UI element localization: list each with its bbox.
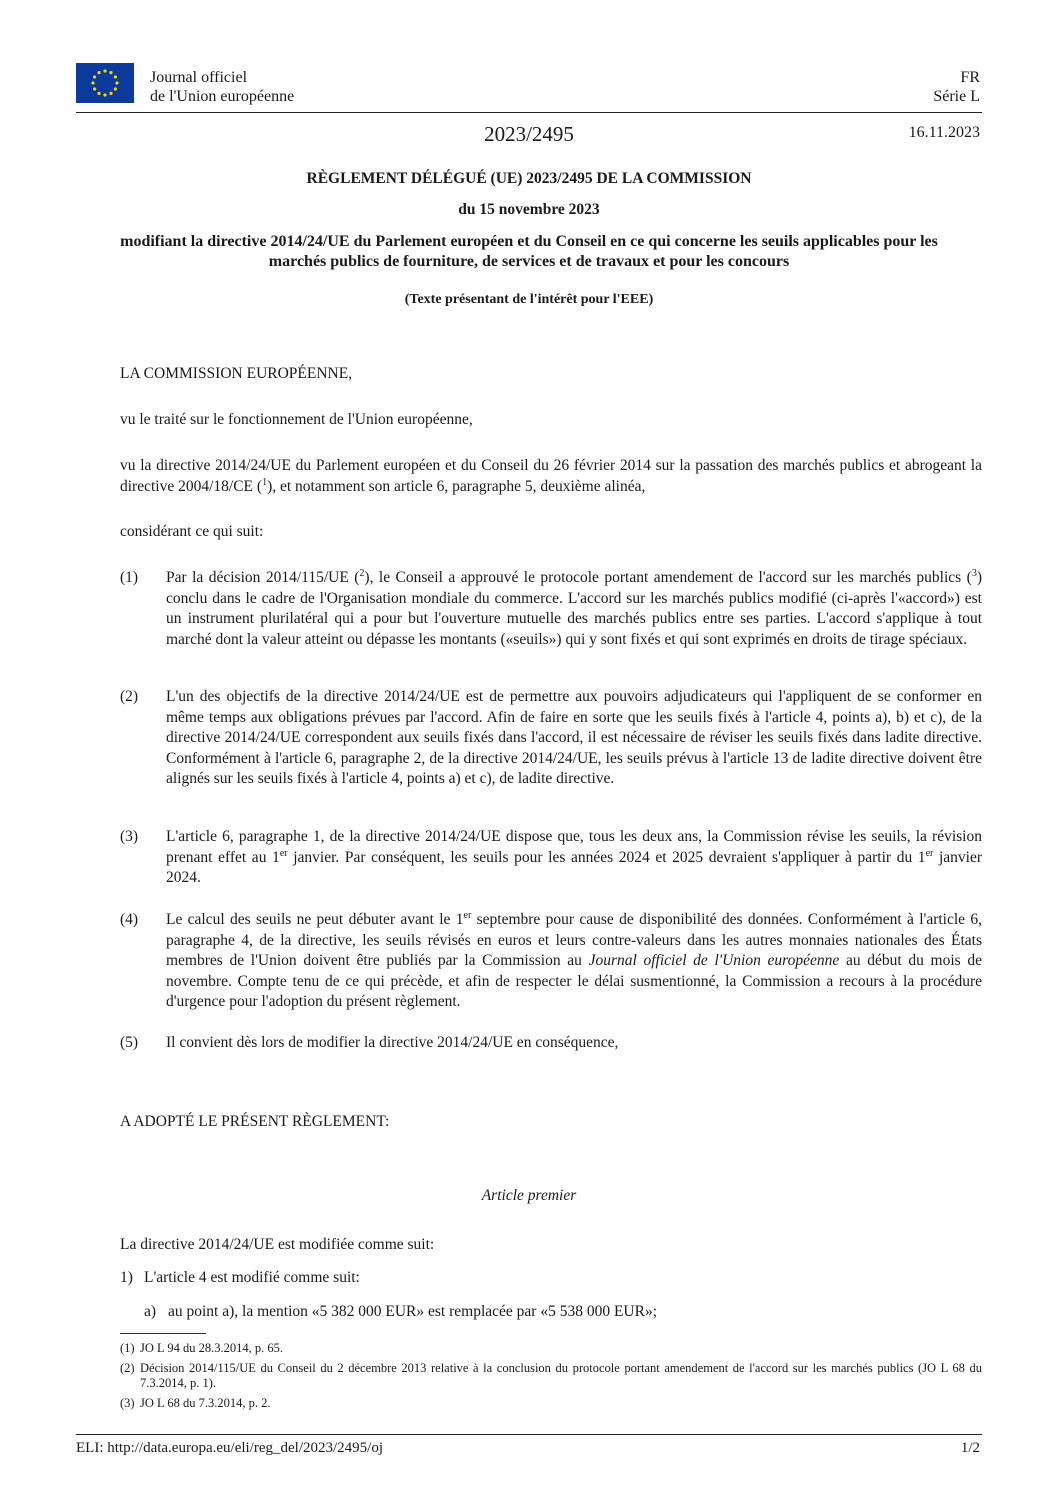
recital-3 bbox=[120, 827, 982, 889]
point-text: L'article 4 est modifié comme suit: bbox=[144, 1269, 360, 1286]
footnote-text: JO L 68 du 7.3.2014, p. 2. bbox=[140, 1396, 271, 1410]
amendment-intro: La directive 2014/24/UE est modifiée comme suit: bbox=[120, 1236, 435, 1253]
recital-number: (3) bbox=[120, 828, 139, 845]
footnote-divider bbox=[120, 1333, 206, 1334]
series-label: Série L bbox=[933, 88, 980, 105]
recital-text: L'un des objectifs de la directive 2014/24/UE est de permettre aux pouvoirs adjudicateurs qui l'appliquent de se conformer en même temps aux obligations prévues par l'accord. Afin de faire en sorte que les seuils fixés à l'article 4, points a), b) et c), de la directive 2014/24/UE correspondent aux seuils fixés dans l'accord, il est nécessaire de réviser les seuils fixés dans ladite directive. Conformément à l'article 6, paragraphe 2, de la directive 2014/24/UE, les seuils prévus à l'article 13 de ladite directive doivent être alignés sur les seuils fixés à l'article 4, points a) et c), de ladite directive. bbox=[166, 688, 982, 787]
regulation-title: RÈGLEMENT DÉLÉGUÉ (UE) 2023/2495 DE LA COMMISSION bbox=[306, 170, 752, 187]
point-1a bbox=[144, 1302, 982, 1323]
recital-text: L'article 6, paragraphe 1, de la directive 2014/24/UE dispose que, tous les deux ans, la Commission révise les seuils, la révision prenant effet au 1er janvier. Par conséquent, les seuils pour les années 2024 et 2025 devraient s'appliquer à partir du 1er janvier 2024. bbox=[166, 828, 982, 886]
regulation-subject: modifiant la directive 2014/24/UE du Parlement européen et du Conseil en ce qui concerne les seuils applicables pour les marchés publics de fourniture, de services et de travaux et pour les concours bbox=[120, 233, 938, 270]
directive-citation: vu la directive 2014/24/UE du Parlement européen et du Conseil du 26 février 2014 sur la passation des marchés publics et abrogeant la directive 2004/18/CE ($^1$), et notamment son article 6, paragraphe 5, deuxième alinéa, bbox=[120, 457, 982, 495]
recital-text: Il convient dès lors de modifier la directive 2014/24/UE en conséquence, bbox=[166, 1034, 619, 1051]
regulation-date: du 15 novembre 2023 bbox=[458, 201, 600, 218]
recital-number: (5) bbox=[120, 1034, 139, 1051]
recital-text: Par la décision 2014/115/UE ($^2$), le Conseil a approuvé le protocole portant amendement de l'accord sur les marchés publics ($^3$) conclu dans le cadre de l'Organisation mondiale du commerce. L'accord sur les marchés publics modifié (ci-après l'«accord») est un instrument plurilatéral qui a pour but l'ouverture mutuelle des marchés publics entre ses parties. L'accord s'applique à tout marché dont la valeur atteint ou dépasse les montants («seuils») qui y sont fixés et qui sont exprimés en droits de tirage spéciaux. bbox=[166, 567, 982, 648]
recital-number: (4) bbox=[120, 911, 139, 928]
header-divider bbox=[76, 112, 982, 113]
considering-clause: considérant ce qui suit: bbox=[120, 523, 264, 540]
article-title: Article premier bbox=[481, 1187, 577, 1204]
footnote-ref[interactable]: 2 bbox=[359, 567, 365, 579]
footnote-2 bbox=[120, 1361, 982, 1391]
document-number: 2023/2495 bbox=[484, 122, 574, 146]
recital-5 bbox=[120, 1033, 982, 1054]
journal-name bbox=[150, 68, 294, 106]
point-number: a) bbox=[144, 1303, 157, 1320]
language-code: FR bbox=[960, 69, 980, 86]
footnote-mark: (3) bbox=[120, 1396, 135, 1410]
footer-divider bbox=[76, 1434, 982, 1435]
commission-heading: LA COMMISSION EUROPÉENNE, bbox=[120, 365, 353, 382]
footnote-ref[interactable]: 3 bbox=[971, 567, 977, 579]
footnote-ref[interactable]: 1 bbox=[262, 476, 268, 488]
eli-link[interactable]: ELI: http://data.europa.eu/eli/reg_del/2023/2495/oj bbox=[76, 1440, 384, 1456]
eu-flag-logo bbox=[76, 63, 134, 103]
recital-2 bbox=[120, 687, 982, 790]
page-number: 1/2 bbox=[960, 1440, 980, 1456]
recital-4 bbox=[120, 910, 982, 1013]
recital-number: (2) bbox=[120, 688, 139, 705]
footnote-text: JO L 94 du 28.3.2014, p. 65. bbox=[140, 1341, 283, 1355]
recital-1 bbox=[120, 568, 982, 650]
adopted-heading: A ADOPTÉ LE PRÉSENT RÈGLEMENT: bbox=[120, 1113, 390, 1130]
recital-text: Le calcul des seuils ne peut débuter avant le 1er septembre pour cause de disponibilité des données. Conformément à l'article 6, paragraphe 4, de la directive, les seuils révisés en euros et leurs contre-valeurs dans les autres monnaies nationales des États membres de l'Union doivent être publiés par la Commission au Journal officiel de l'Union européenne au début du mois de novembre. Compte tenu de ce qui précède, et afin de respecter le délai susmentionné, la Commission a recours à la procédure d'urgence pour l'adoption du présent règlement. bbox=[166, 909, 982, 1010]
journal-line-1: Journal officiel bbox=[150, 69, 248, 86]
eea-relevance: (Texte présentant de l'intérêt pour l'EEE) bbox=[404, 292, 654, 307]
point-1 bbox=[120, 1268, 982, 1289]
footnote-3 bbox=[120, 1396, 982, 1411]
footnote-1 bbox=[120, 1341, 982, 1356]
footnote-mark: (2) bbox=[120, 1361, 135, 1375]
journal-reference: Journal officiel de l'Union européenne bbox=[588, 952, 840, 969]
journal-line-2: de l'Union européenne bbox=[150, 88, 295, 105]
footnote-mark: (1) bbox=[120, 1341, 135, 1355]
point-text: au point a), la mention «5 382 000 EUR» est remplacée par «5 538 000 EUR»; bbox=[168, 1303, 658, 1320]
footnote-text: Décision 2014/115/UE du Conseil du 2 décembre 2013 relative à la conclusion du protocole portant amendement de l'accord sur les marchés publics (JO L 68 du 7.3.2014, p. 1). bbox=[140, 1361, 982, 1390]
language-series bbox=[933, 68, 980, 106]
eu-stars-icon bbox=[76, 63, 134, 103]
recital-number: (1) bbox=[120, 569, 139, 586]
publication-date: 16.11.2023 bbox=[908, 124, 980, 141]
point-number: 1) bbox=[120, 1269, 133, 1286]
treaty-citation: vu le traité sur le fonctionnement de l'Union européenne, bbox=[120, 411, 473, 428]
